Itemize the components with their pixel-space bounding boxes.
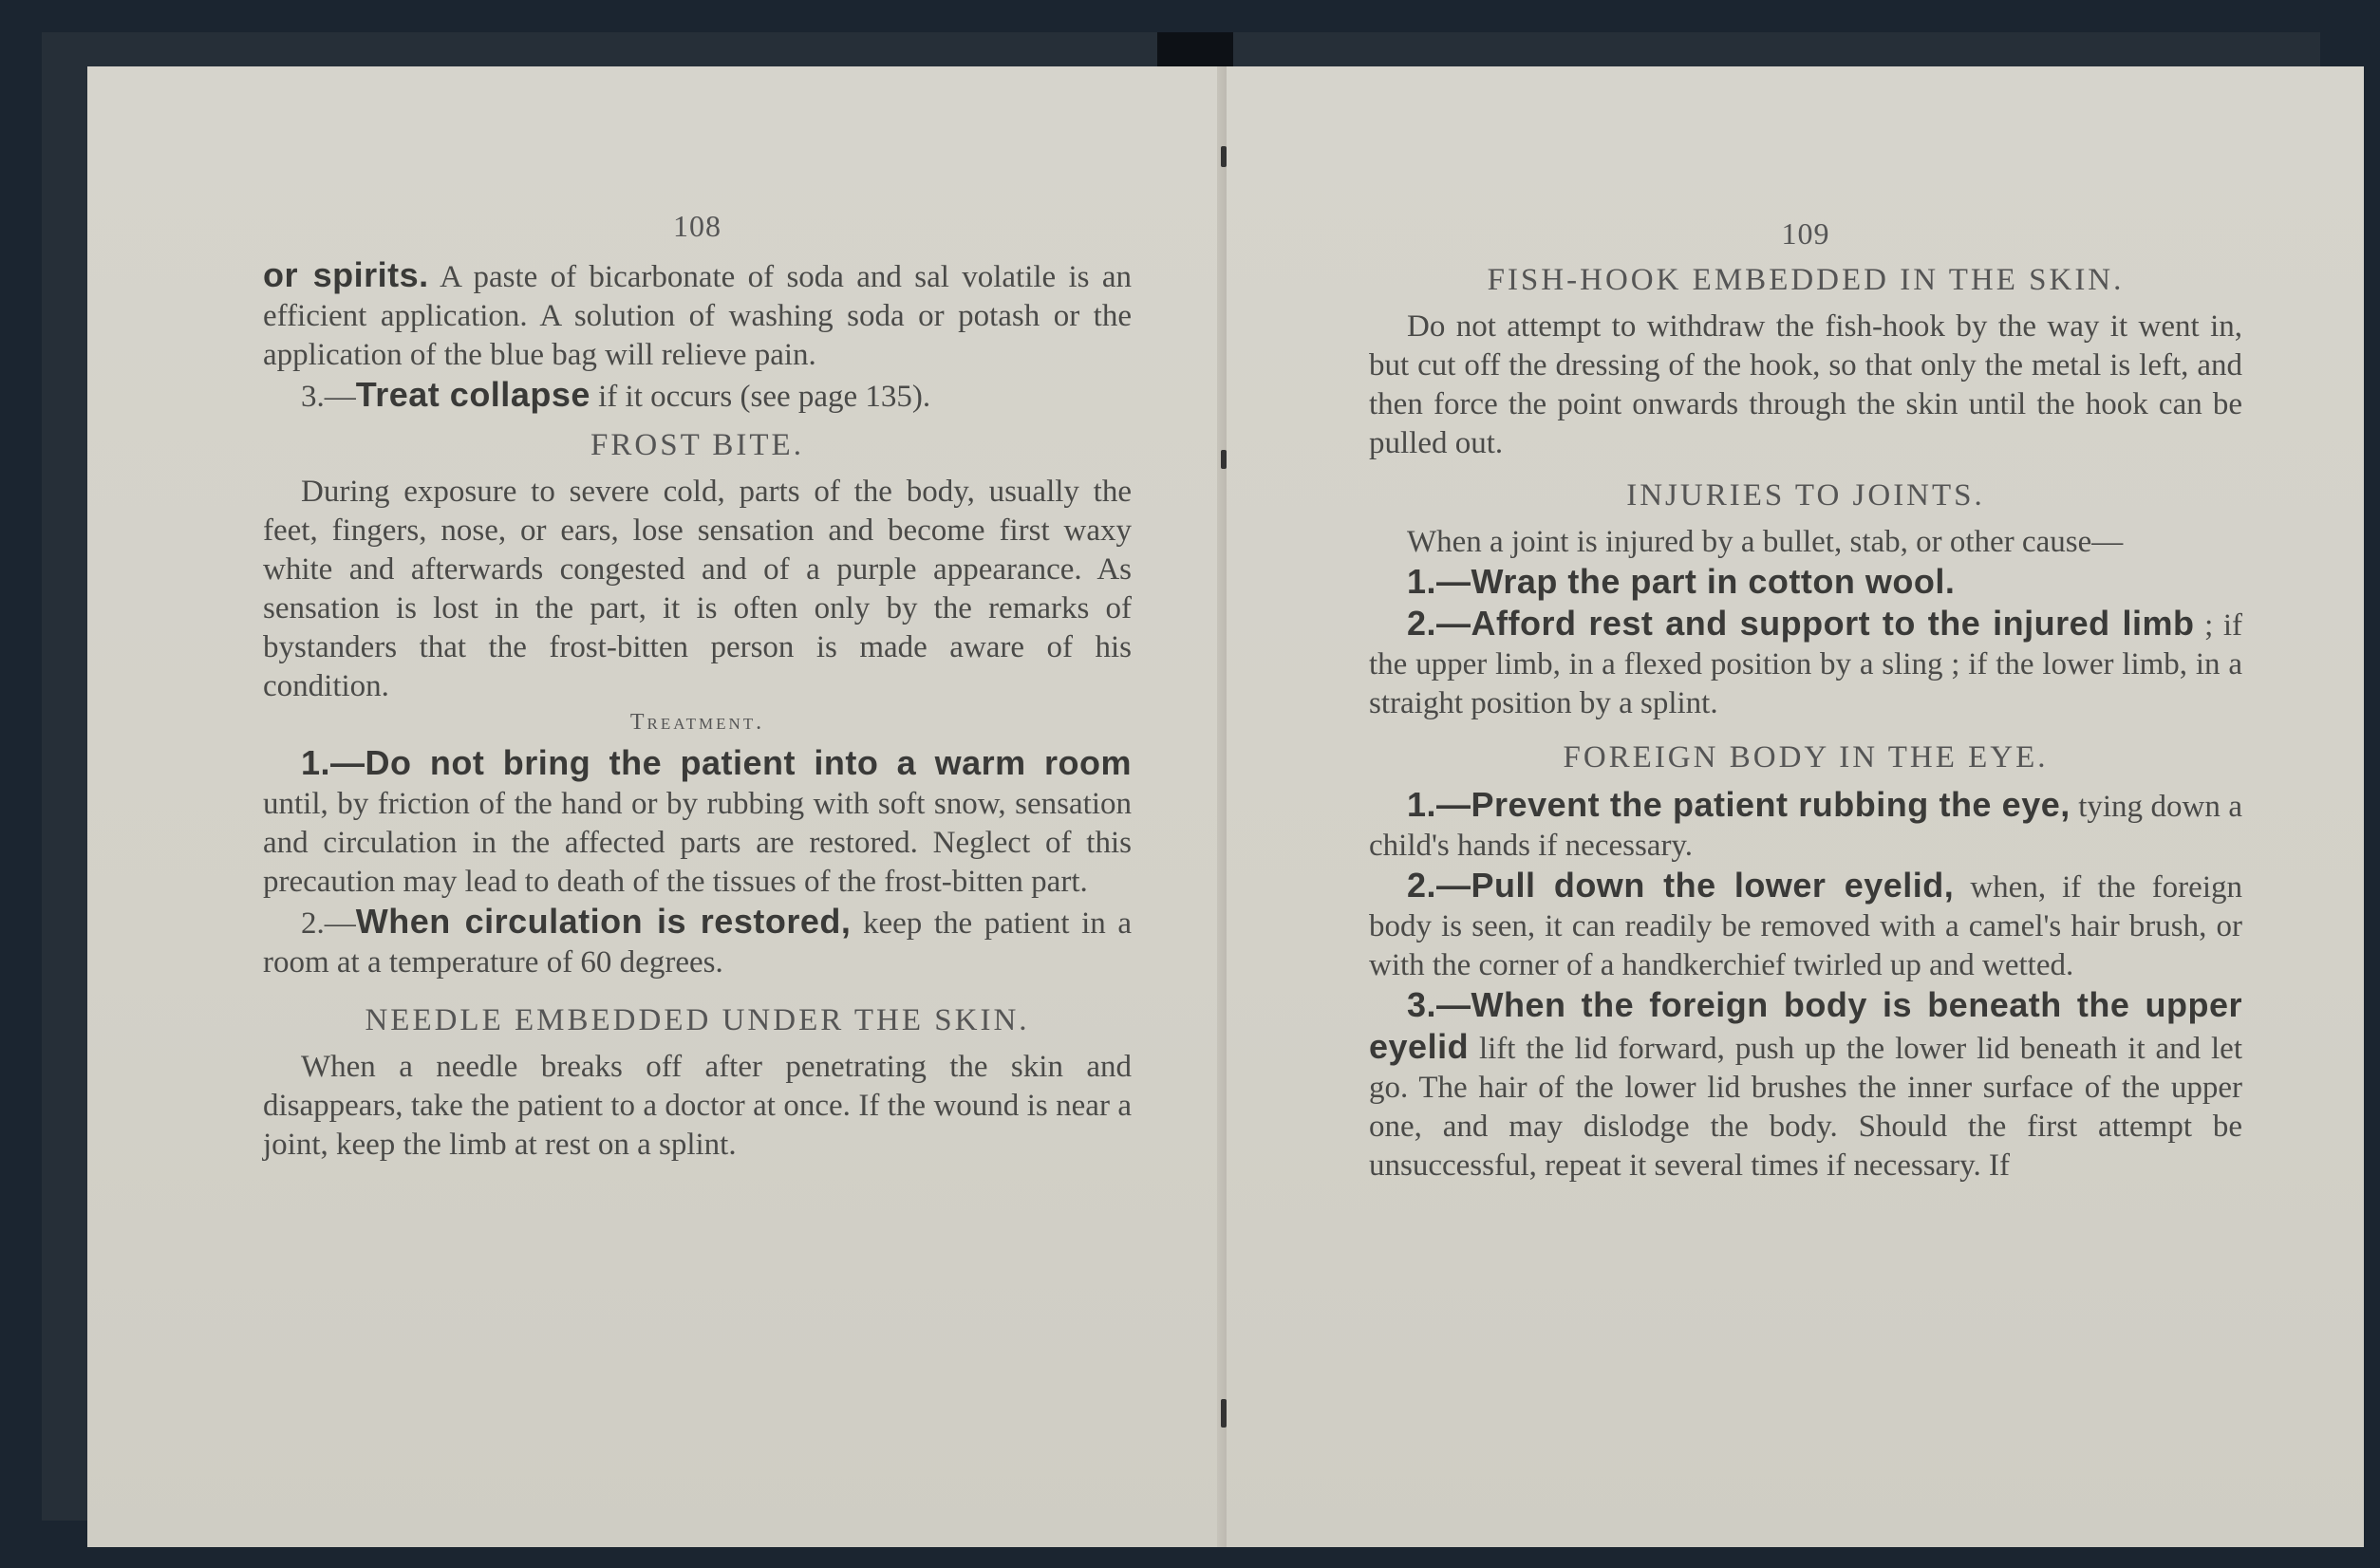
paragraph xyxy=(263,255,1132,375)
section-heading: FISH-HOOK EMBEDDED IN THE SKIN. xyxy=(1487,263,2125,297)
paragraph xyxy=(263,375,1132,417)
list-number: 2.— xyxy=(301,906,356,941)
paragraph xyxy=(1369,985,2242,1185)
paragraph: Do not attempt to withdraw the fish-hook by the way it went in, but cut off the dressing of the hook, so that only the metal is left, and then force the point onwards through the skin until the hook can be pulled out. xyxy=(1369,309,2242,460)
paragraph-text: lift the lid forward, push up the lower lid beneath it and let go. The hair of the lower lid brushes the inner surface of the upper one, and may dislodge the body. Should the first attempt be unsuccessful, repeat it several times if necessary. If xyxy=(1369,1032,2242,1183)
book-spread xyxy=(42,32,2320,1521)
bold-text: Treat collapse xyxy=(355,375,590,414)
left-page xyxy=(87,66,1223,1547)
bold-text: 2.—Afford rest and support to the injured limb xyxy=(1407,604,2195,643)
bold-text: When circulation is restored, xyxy=(355,902,852,941)
paragraph-text: ; if the upper limb, in a flexed position by a sling ; if the lower limb, in a straight position by a splint. xyxy=(1369,608,2242,720)
paragraph xyxy=(1369,604,2242,723)
paragraph-text: until, by friction of the hand or by rubbing with soft snow, sensation and circulation in the affected parts are restored. Neglect of this precaution may lead to death of the tissues of the frost-bitten part. xyxy=(263,787,1132,899)
paragraph-text: A paste of bicarbonate of soda and sal volatile is an efficient application. A solution of washing soda or potash or the application of the blue bag will relieve pain. xyxy=(263,260,1132,372)
section-heading: INJURIES TO JOINTS. xyxy=(1626,478,1985,513)
paragraph xyxy=(1369,866,2242,985)
section-heading: NEEDLE EMBEDDED UNDER THE SKIN. xyxy=(365,1003,1030,1037)
paragraph xyxy=(263,743,1132,902)
paragraph: When a joint is injured by a bullet, stab, or other cause— xyxy=(1407,525,2124,559)
paragraph-text: tying down a child's hands if necessary. xyxy=(1369,790,2242,863)
paragraph: When a needle breaks off after penetrating the skin and disappears, take the patient to a doctor at once. If the wound is near a joint, keep the limb at rest on a splint. xyxy=(263,1050,1132,1162)
paragraph-text: keep the patient in a room at a temperature of 60 degrees. xyxy=(263,906,1132,980)
list-number: 3.— xyxy=(301,380,356,414)
bold-text: 1.—Do not bring the patient into a warm room xyxy=(301,743,1132,782)
paragraph-text: when, if the foreign body is seen, it can readily be removed with a camel's hair brush, or with the corner of a handkerchief twirled up and wetted. xyxy=(1369,870,2242,982)
bold-text: 1.—Prevent the patient rubbing the eye, xyxy=(1407,785,2071,824)
sub-heading: Treatment. xyxy=(629,710,765,735)
bold-text: 2.—Pull down the lower eyelid, xyxy=(1407,866,1955,905)
paragraph xyxy=(1369,562,2242,604)
right-page-column xyxy=(1369,66,2242,1185)
page-number-left: 108 xyxy=(673,209,721,243)
right-page xyxy=(1227,66,2364,1547)
section-heading: FROST BITE. xyxy=(590,428,804,462)
left-page-column xyxy=(263,66,1132,1165)
bold-text: 3.—When the foreign body is beneath the upper eyelid xyxy=(1369,985,2242,1066)
paragraph-text: if it occurs (see page 135). xyxy=(590,380,931,414)
paragraph: During exposure to severe cold, parts of the body, usually the feet, fingers, nose, or ears, lose sensation and become first waxy white and afterwards congested and of a purple appearance. As sensation is lost in the part, it is often only by the remarks of bystanders that the frost-bitten person is made aware of his condition. xyxy=(263,475,1132,703)
section-heading: FOREIGN BODY IN THE EYE. xyxy=(1563,740,2049,775)
page-number-right: 109 xyxy=(1781,216,1830,251)
paragraph xyxy=(263,902,1132,982)
bold-text: or spirits. xyxy=(263,255,429,294)
bold-text: 1.—Wrap the part in cotton wool. xyxy=(1407,562,1956,601)
paragraph xyxy=(1369,785,2242,866)
